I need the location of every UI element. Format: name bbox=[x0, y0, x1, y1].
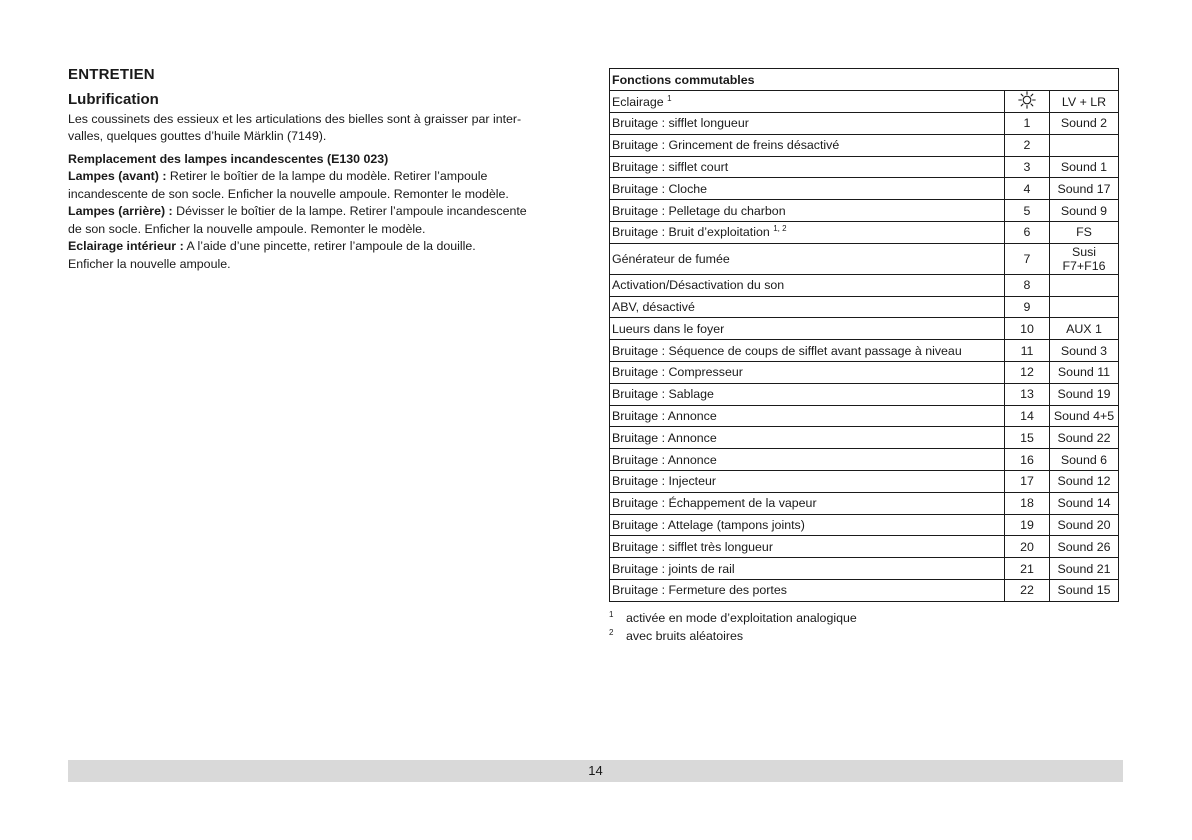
function-description-text: Bruitage : Compresseur bbox=[612, 365, 743, 380]
sound-assignment bbox=[1050, 134, 1119, 156]
table-row bbox=[610, 156, 1119, 178]
function-number: 12 bbox=[1005, 361, 1050, 383]
function-description bbox=[610, 340, 1005, 362]
function-number: 6 bbox=[1005, 221, 1050, 243]
function-description bbox=[610, 156, 1005, 178]
table-row bbox=[610, 243, 1119, 274]
function-number: 19 bbox=[1005, 514, 1050, 536]
function-description-text: Bruitage : Sablage bbox=[612, 387, 714, 402]
function-description-text: Bruitage : Annonce bbox=[612, 408, 717, 423]
front-lamps-line-2: incandescente de son socle. Enficher la nouvelle ampoule. Remonter le modèle. bbox=[68, 186, 509, 201]
front-lamps-text: Retirer le boîtier de la lampe du modèle. Retirer l’ampoule bbox=[166, 169, 488, 183]
function-description-text: Bruitage : Bruit d’exploitation bbox=[612, 225, 770, 240]
function-description-text: Bruitage : Échappement de la vapeur bbox=[612, 496, 817, 511]
function-description bbox=[610, 514, 1005, 536]
rear-lamps-line-1 bbox=[68, 203, 568, 221]
table-row bbox=[610, 134, 1119, 156]
function-description-text: Lueurs dans le foyer bbox=[612, 321, 725, 336]
sound-assignment bbox=[1050, 274, 1119, 296]
interior-light-line-1 bbox=[68, 238, 568, 256]
function-number: 18 bbox=[1005, 492, 1050, 514]
table-row bbox=[610, 340, 1119, 362]
lamp-replacement-heading: Remplacement des lampes incandescentes (E130 023) bbox=[68, 152, 389, 166]
function-number: 10 bbox=[1005, 318, 1050, 340]
sound-assignment: Sound 22 bbox=[1050, 427, 1119, 449]
function-description-text: Eclairage bbox=[612, 94, 664, 109]
function-description bbox=[610, 383, 1005, 405]
function-number: 21 bbox=[1005, 558, 1050, 580]
sound-assignment: Sound 11 bbox=[1050, 361, 1119, 383]
sound-assignment: Sound 4+5 bbox=[1050, 405, 1119, 427]
function-description-text: Bruitage : Cloche bbox=[612, 181, 708, 196]
function-description-text: Activation/Désactivation du son bbox=[612, 278, 785, 293]
table-row bbox=[610, 178, 1119, 200]
function-description bbox=[610, 296, 1005, 318]
sound-assignment bbox=[1050, 243, 1119, 274]
front-lamps-line-1 bbox=[68, 168, 568, 186]
function-description bbox=[610, 405, 1005, 427]
footnote bbox=[609, 624, 857, 642]
function-description bbox=[610, 274, 1005, 296]
table-row bbox=[610, 470, 1119, 492]
lubrication-text-line-2: valles, quelques gouttes d’huile Märklin (7149). bbox=[68, 129, 327, 143]
function-description bbox=[610, 178, 1005, 200]
sound-assignment: FS bbox=[1050, 221, 1119, 243]
function-number: 13 bbox=[1005, 383, 1050, 405]
lubrication-text-line-1: Les coussinets des essieux et les articulations des bielles sont à graisser par inter- bbox=[68, 112, 522, 126]
footnote-text: activée en mode d’exploitation analogique bbox=[626, 611, 857, 625]
table-header-row bbox=[610, 69, 1119, 91]
function-description-text: Bruitage : joints de rail bbox=[612, 561, 735, 576]
function-description bbox=[610, 470, 1005, 492]
rear-lamps-text: Dévisser le boîtier de la lampe. Retirer l’ampoule incandescente bbox=[172, 204, 527, 218]
sound-assignment bbox=[1050, 296, 1119, 318]
rear-lamps-line-2: de son socle. Enficher la nouvelle ampoule. Remonter le modèle. bbox=[68, 221, 426, 236]
page-footer bbox=[68, 760, 1123, 782]
function-number: 15 bbox=[1005, 427, 1050, 449]
sound-assignment: Sound 14 bbox=[1050, 492, 1119, 514]
sound-assignment: Sound 6 bbox=[1050, 449, 1119, 471]
function-description bbox=[610, 200, 1005, 222]
function-number: 20 bbox=[1005, 536, 1050, 558]
function-description-text: Bruitage : Séquence de coups de sifflet avant passage à niveau bbox=[612, 343, 962, 358]
function-description-text: Bruitage : sifflet longueur bbox=[612, 116, 749, 131]
footnote bbox=[609, 606, 857, 624]
table-row bbox=[610, 579, 1119, 601]
function-description bbox=[610, 221, 1005, 243]
interior-light-label: Eclairage intérieur : bbox=[68, 239, 184, 253]
table-row bbox=[610, 383, 1119, 405]
function-description bbox=[610, 449, 1005, 471]
function-description bbox=[610, 243, 1005, 274]
sound-assignment: AUX 1 bbox=[1050, 318, 1119, 340]
footnote-text: avec bruits aléatoires bbox=[626, 629, 744, 643]
lubrication-heading: Lubrification bbox=[68, 91, 159, 108]
table-row bbox=[610, 200, 1119, 222]
section-title: ENTRETIEN bbox=[68, 66, 155, 83]
table-row bbox=[610, 221, 1119, 243]
function-description-text: Bruitage : Fermeture des portes bbox=[612, 583, 787, 598]
function-description bbox=[610, 492, 1005, 514]
sound-assignment-line-2: F7+F16 bbox=[1062, 258, 1106, 273]
sun-light-icon bbox=[1018, 91, 1036, 112]
table-row bbox=[610, 427, 1119, 449]
table-row bbox=[610, 492, 1119, 514]
interior-light-line-2: Enficher la nouvelle ampoule. bbox=[68, 256, 231, 271]
function-description-text: Bruitage : Injecteur bbox=[612, 474, 717, 489]
functions-table bbox=[609, 68, 1119, 602]
function-description-text: Bruitage : Annonce bbox=[612, 430, 717, 445]
footnotes bbox=[609, 606, 857, 642]
function-number: 4 bbox=[1005, 178, 1050, 200]
function-number bbox=[1005, 91, 1050, 113]
footnote-ref: 1, 2 bbox=[773, 224, 787, 234]
sound-assignment: Sound 12 bbox=[1050, 470, 1119, 492]
table-row bbox=[610, 361, 1119, 383]
function-description bbox=[610, 361, 1005, 383]
sound-assignment: Sound 19 bbox=[1050, 383, 1119, 405]
sound-assignment: Sound 17 bbox=[1050, 178, 1119, 200]
function-description bbox=[610, 318, 1005, 340]
function-number: 5 bbox=[1005, 200, 1050, 222]
footnote-mark: 2 bbox=[609, 628, 614, 637]
sound-assignment: Sound 15 bbox=[1050, 579, 1119, 601]
function-number: 17 bbox=[1005, 470, 1050, 492]
page-number: 14 bbox=[588, 763, 603, 778]
sound-assignment: Sound 9 bbox=[1050, 200, 1119, 222]
function-description-text: Bruitage : Pelletage du charbon bbox=[612, 203, 786, 218]
lubrication-text bbox=[68, 111, 568, 145]
function-number: 16 bbox=[1005, 449, 1050, 471]
maintenance-section bbox=[68, 66, 568, 273]
sound-assignment: Sound 3 bbox=[1050, 340, 1119, 362]
function-description-text: Bruitage : Grincement de freins désactivé bbox=[612, 138, 840, 153]
table-row bbox=[610, 318, 1119, 340]
function-description-text: Générateur de fumée bbox=[612, 251, 730, 266]
function-description-text: ABV, désactivé bbox=[612, 299, 695, 314]
table-row bbox=[610, 91, 1119, 113]
table-row bbox=[610, 296, 1119, 318]
function-description bbox=[610, 427, 1005, 449]
function-description bbox=[610, 134, 1005, 156]
function-number: 1 bbox=[1005, 113, 1050, 135]
sound-assignment: Sound 2 bbox=[1050, 113, 1119, 135]
function-description bbox=[610, 579, 1005, 601]
table-row bbox=[610, 514, 1119, 536]
function-number: 3 bbox=[1005, 156, 1050, 178]
sound-assignment-line-1: Susi bbox=[1071, 244, 1097, 259]
table-row bbox=[610, 405, 1119, 427]
table-row bbox=[610, 113, 1119, 135]
front-lamps-label: Lampes (avant) : bbox=[68, 169, 167, 183]
function-description-text: Bruitage : sifflet court bbox=[612, 159, 729, 174]
table-header: Fonctions commutables bbox=[610, 69, 1119, 91]
footnote-ref: 1 bbox=[667, 93, 672, 103]
function-description-text: Bruitage : Annonce bbox=[612, 452, 717, 467]
function-number: 22 bbox=[1005, 579, 1050, 601]
sound-assignment: Sound 21 bbox=[1050, 558, 1119, 580]
sound-assignment: Sound 26 bbox=[1050, 536, 1119, 558]
function-number: 14 bbox=[1005, 405, 1050, 427]
table-row bbox=[610, 558, 1119, 580]
function-description-text: Bruitage : Attelage (tampons joints) bbox=[612, 517, 805, 532]
function-description bbox=[610, 113, 1005, 135]
sound-assignment: Sound 1 bbox=[1050, 156, 1119, 178]
function-number: 7 bbox=[1005, 243, 1050, 274]
sound-assignment: LV + LR bbox=[1050, 91, 1119, 113]
table-row bbox=[610, 274, 1119, 296]
rear-lamps-label: Lampes (arrière) : bbox=[68, 204, 173, 218]
footnote-mark: 1 bbox=[609, 610, 614, 619]
function-number: 11 bbox=[1005, 340, 1050, 362]
table-row bbox=[610, 536, 1119, 558]
sound-assignment: Sound 20 bbox=[1050, 514, 1119, 536]
interior-light-text: A l’aide d’une pincette, retirer l’ampoule de la douille. bbox=[183, 239, 476, 253]
function-description-text: Bruitage : sifflet très longueur bbox=[612, 539, 773, 554]
function-description bbox=[610, 536, 1005, 558]
function-description bbox=[610, 91, 1005, 113]
function-number: 2 bbox=[1005, 134, 1050, 156]
function-number: 9 bbox=[1005, 296, 1050, 318]
function-description bbox=[610, 558, 1005, 580]
function-number: 8 bbox=[1005, 274, 1050, 296]
table-row bbox=[610, 449, 1119, 471]
